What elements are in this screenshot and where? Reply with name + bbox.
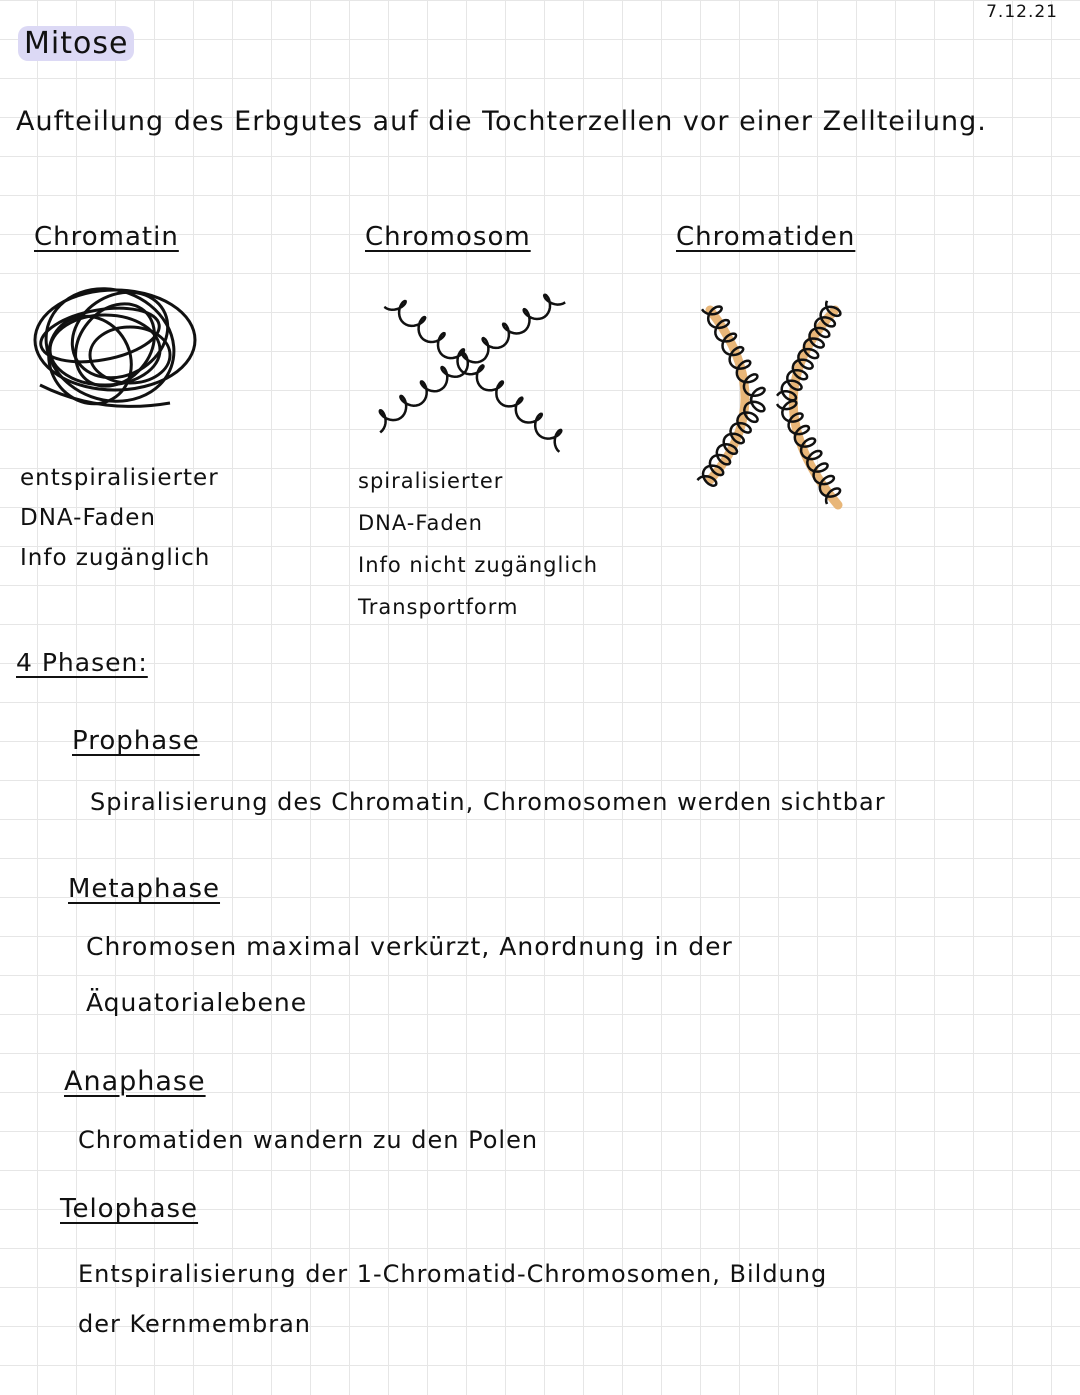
heading-chromatin: Chromatin [34, 222, 179, 252]
coil-strand [380, 295, 565, 433]
phase-desc: Chromosen maximal verkürzt, Anordnung in der [86, 932, 733, 961]
phases-heading: 4 Phasen: [16, 648, 148, 677]
phase-telophase: Telophase [60, 1194, 199, 1224]
phase-desc: Äquatorialebene [86, 988, 308, 1017]
definition: Aufteilung des Erbgutes auf die Tochterzellen vor einer Zellteilung. [16, 106, 987, 137]
note-line: DNA-Faden [20, 505, 156, 531]
page-title: Mitose [18, 26, 134, 61]
phase-desc: Chromatiden wandern zu den Polen [78, 1126, 539, 1154]
chromosom-drawing [360, 285, 580, 455]
coil-strand [702, 307, 765, 405]
heading-chromosom: Chromosom [365, 222, 531, 252]
phase-prophase: Prophase [72, 726, 200, 756]
phase-metaphase: Metaphase [68, 874, 221, 904]
note-line: Transportform [358, 595, 519, 619]
date: 7.12.21 [986, 2, 1058, 22]
note-line: Info zugänglich [20, 545, 211, 571]
chromatin-drawing [20, 275, 210, 415]
phase-desc: Spiralisierung des Chromatin, Chromosomen werden sichtbar [90, 788, 886, 816]
heading-chromatiden: Chromatiden [676, 222, 856, 252]
phase-anaphase: Anaphase [64, 1066, 206, 1097]
coil-strand [384, 301, 561, 452]
phase-desc: Entspiralisierung der 1-Chromatid-Chromosomen, Bildung [78, 1260, 828, 1288]
chromatiden-drawing [690, 290, 860, 520]
note-line: spiralisierter [358, 469, 504, 493]
chromatin-notes [20, 458, 219, 578]
note-line: DNA-Faden [358, 511, 483, 535]
phase-desc: der Kernmembran [78, 1310, 312, 1338]
note-line: Info nicht zugänglich [358, 553, 599, 577]
note-line: entspiralisierter [20, 465, 219, 491]
chromosom-notes [358, 460, 598, 628]
